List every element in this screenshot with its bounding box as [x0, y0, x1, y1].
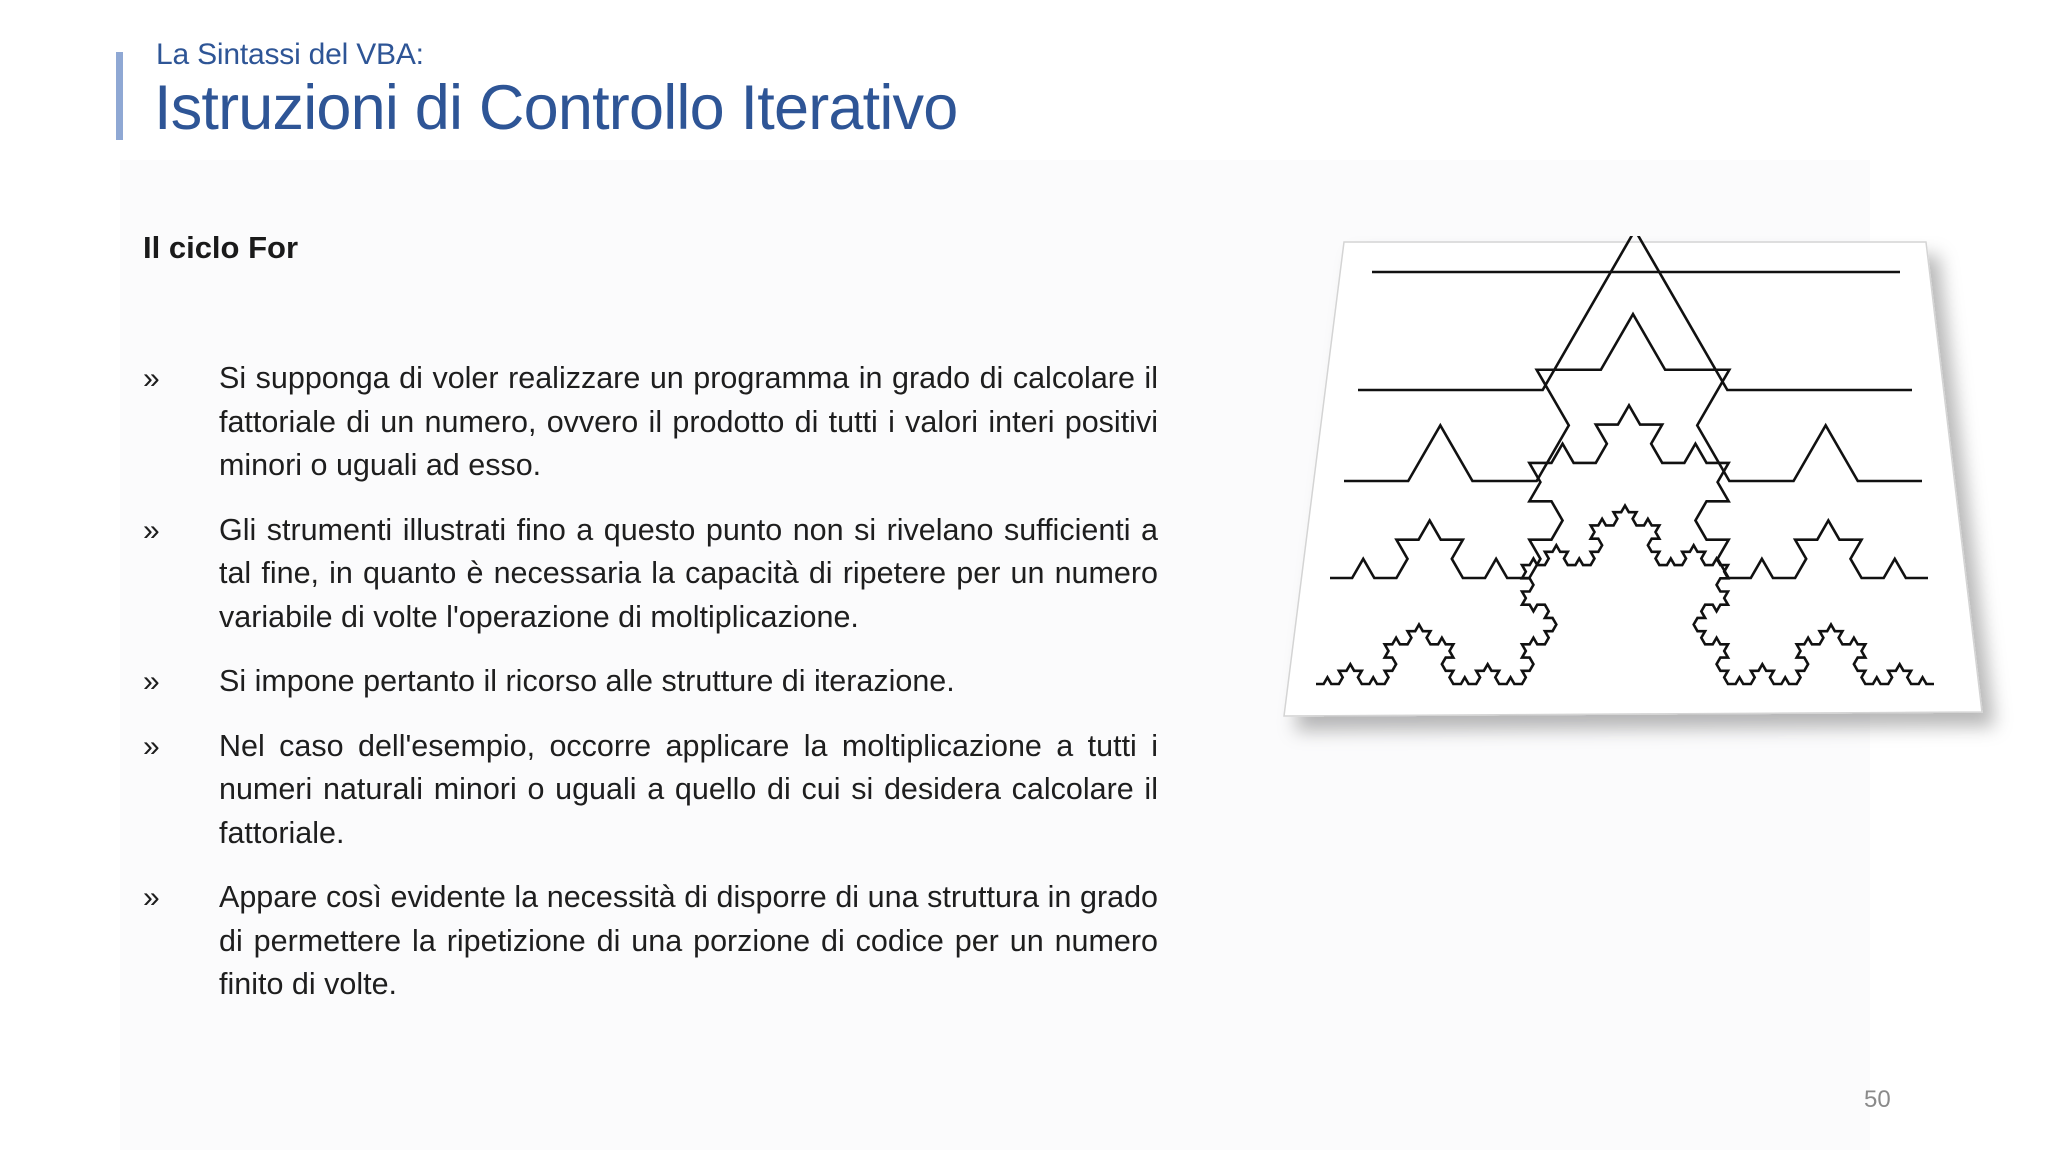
bullet-item	[143, 357, 1158, 488]
page-number: 50	[1864, 1086, 1891, 1113]
bullet-text: Gli strumenti illustrati fino a questo punto non si rivelano sufficienti a tal fine, in quanto è necessaria la capacità di ripetere per un numero variabile di volte l'operazione di moltiplicazione.	[219, 512, 1158, 634]
bullet-marker: »	[143, 513, 160, 547]
bullet-marker: »	[143, 881, 160, 914]
section-heading: Il ciclo For	[143, 230, 299, 265]
bullet-marker: »	[143, 362, 160, 395]
bullet-item	[143, 509, 1158, 640]
bullet-marker: »	[143, 729, 160, 763]
bullet-text: Nel caso dell'esempio, occorre applicare la moltiplicazione a tutti i numeri naturali minori o uguali a quello di cui si desidera calcolare il fattoriale.	[219, 728, 1158, 850]
bullet-text: Appare così evidente la necessità di disporre di una struttura in grado di permettere la ripetizione di una porzione di codice per un numero finito di volte.	[219, 880, 1158, 1001]
slide-title: Istruzioni di Controllo Iterativo	[154, 73, 958, 143]
bullet-list	[143, 357, 1158, 1028]
bullet-item	[143, 660, 1158, 704]
koch-curve-figure	[1276, 236, 2016, 756]
bullet-item	[143, 876, 1158, 1007]
bullet-text: Si impone pertanto il ricorso alle strutture di iterazione.	[219, 664, 955, 698]
bullet-text: Si supponga di voler realizzare un programma in grado di calcolare il fattoriale di un numero, ovvero il prodotto di tutti i valori interi positivi minori o uguali ad esso.	[219, 361, 1158, 482]
title-accent-bar	[116, 52, 123, 140]
bullet-marker: »	[143, 665, 160, 698]
slide-subtitle: La Sintassi del VBA:	[156, 38, 424, 71]
bullet-item	[143, 725, 1158, 856]
